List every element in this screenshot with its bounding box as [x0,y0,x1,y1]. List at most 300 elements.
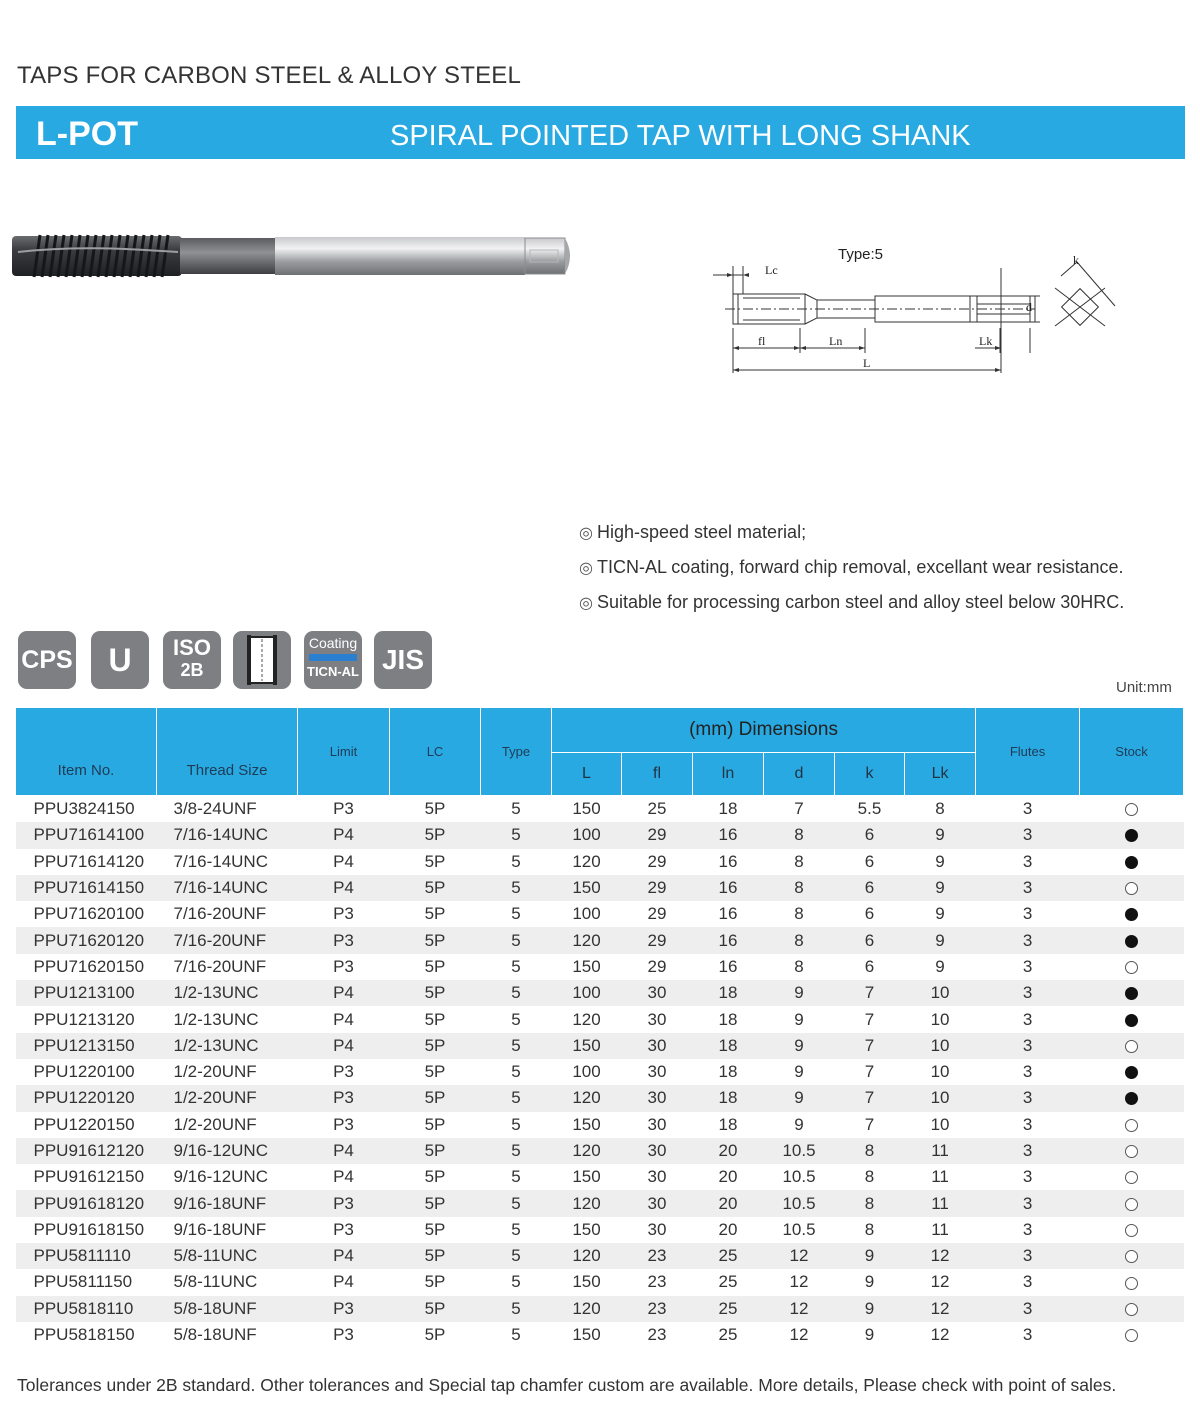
cell-dim-ln: 16 [693,927,764,953]
cell-limit: P4 [298,1138,390,1164]
in-stock-dot-icon [1125,856,1138,869]
cell-stock [1080,822,1184,848]
cell-stock [1080,1243,1184,1269]
cell-limit: P4 [298,980,390,1006]
cell-item-no: PPU91612150 [33,1167,145,1187]
cell-item-no: PPU5811110 [16,1243,157,1269]
cell-thread-size: 7/16-14UNC [157,875,298,901]
table-row [16,849,1184,875]
cell-limit: P4 [298,1243,390,1269]
cell-dim-d: 8 [764,875,835,901]
cell-dim-fl: 30 [622,1138,693,1164]
cell-item-no: PPU71620150 [33,956,145,976]
cell-lc: 5P [390,1243,481,1269]
cell-dim-lk: 12 [930,1272,950,1292]
cell-dim-fl: 30 [622,1190,693,1216]
cell-thread-size: 5/8-18UNF [157,1296,298,1322]
cell-item-no: PPU1220150 [33,1114,135,1134]
cell-lc: 5P [424,1114,446,1134]
header-stock: Stock [1080,708,1184,796]
cell-dim-ln: 16 [718,904,738,924]
feature-text: High-speed steel material; [596,522,807,542]
cell-dim-l: 150 [572,1219,601,1239]
cell-dim-ln: 20 [718,1167,738,1187]
cell-limit: P3 [333,1062,354,1082]
table-row [16,1006,1184,1032]
cell-stock [1080,927,1184,953]
cell-flutes: 3 [1022,799,1033,819]
cell-limit: P3 [333,1114,354,1134]
cell-dim-d: 7 [794,799,804,819]
cell-item-no: PPU5818150 [33,1325,135,1345]
cell-thread-size: 7/16-20UNF [173,904,267,924]
cell-dim-lk: 9 [935,904,945,924]
header-dimensions: (mm) Dimensions [552,708,976,753]
in-stock-dot-icon [1125,1066,1138,1079]
cell-lc: 5P [424,1219,446,1239]
header-dim-fl: fl [622,753,693,796]
unit-label: Unit:mm [1116,679,1172,696]
cell-dim-k: 9 [835,1243,905,1269]
cell-lc: 5P [424,1272,446,1292]
cell-item-no: PPU71614120 [33,851,145,871]
cell-dim-fl: 30 [647,1167,667,1187]
coating-badge-line2: TICN-AL [307,664,359,679]
cell-dim-k: 7 [864,1009,875,1029]
cell-dim-ln: 18 [718,799,738,819]
cell-type: 5 [481,875,552,901]
cell-limit: P3 [298,927,390,953]
cell-dim-lk: 11 [931,1167,949,1187]
cell-dim-d: 8 [764,927,835,953]
cell-dim-lk: 12 [905,1296,976,1322]
cell-dim-l: 150 [572,1167,601,1187]
coating-color-bar [309,654,357,661]
cps-badge-icon: CPS [18,631,76,689]
cell-thread-size: 5/8-18UNF [173,1325,257,1345]
cell-thread-size: 7/16-20UNF [173,956,267,976]
cell-type: 5 [481,822,552,848]
cell-dim-l: 100 [572,1062,601,1082]
cell-dim-lk: 10 [930,1114,950,1134]
cell-dim-lk: 11 [905,1190,976,1216]
cell-dim-fl: 29 [647,904,667,924]
cell-dim-k: 7 [835,980,905,1006]
cell-flutes: 3 [976,927,1080,953]
drawing-label-ln: Ln [829,334,843,348]
cell-dim-fl: 29 [622,822,693,848]
cell-dim-ln: 18 [693,980,764,1006]
cell-lc: 5P [390,927,481,953]
tap-technical-drawing [705,238,1125,383]
product-subtitle: SPIRAL POINTED TAP WITH LONG SHANK [390,120,971,152]
cell-dim-d: 9 [794,1062,804,1082]
cell-thread-size: 1/2-20UNF [157,1085,298,1111]
cell-flutes: 3 [1022,1009,1033,1029]
cell-flutes: 3 [976,980,1080,1006]
cell-dim-fl: 23 [647,1325,667,1345]
cell-limit: P4 [333,1009,354,1029]
model-name: L-POT [36,115,138,153]
cell-dim-d: 8 [764,822,835,848]
cell-flutes: 3 [1022,1325,1033,1345]
cell-lc: 5P [424,1167,446,1187]
drawing-type-label: Type:5 [838,246,884,263]
cell-flutes: 3 [976,1296,1080,1322]
cell-flutes: 3 [976,1138,1080,1164]
cell-thread-size: 9/16-18UNF [157,1190,298,1216]
cell-type: 5 [511,956,521,976]
cell-stock [1080,796,1184,823]
cell-dim-k: 6 [864,851,875,871]
cell-dim-k: 7 [864,1062,875,1082]
in-stock-dot-icon [1125,935,1138,948]
cell-lc: 5P [424,1325,446,1345]
cell-dim-d: 12 [764,1243,835,1269]
in-stock-dot-icon [1125,908,1138,921]
cell-dim-k: 9 [864,1272,875,1292]
cell-dim-k: 6 [864,956,875,976]
jis-badge-icon: JIS [374,631,432,689]
u-badge-icon: U [91,631,149,689]
cell-thread-size: 9/16-12UNC [173,1167,268,1187]
cell-item-no: PPU1220120 [16,1085,157,1111]
cell-limit: P4 [333,1167,354,1187]
cell-dim-k: 6 [835,875,905,901]
cell-limit: P3 [333,799,354,819]
cell-flutes: 3 [976,1243,1080,1269]
spec-table [15,707,1184,1348]
cell-dim-ln: 18 [718,1062,738,1082]
cell-type: 5 [511,1325,521,1345]
feature-item [579,555,1124,590]
cell-dim-k: 7 [864,1114,875,1134]
cell-dim-l: 100 [572,904,601,924]
cell-dim-l: 150 [572,956,601,976]
cell-dim-k: 5.5 [857,799,882,819]
cell-lc: 5P [390,875,481,901]
cell-flutes: 3 [1022,1167,1033,1187]
drawing-label-d: d [1026,300,1032,314]
cell-limit: P4 [298,1033,390,1059]
cell-flutes: 3 [1022,1272,1033,1292]
cell-dim-d: 10.5 [764,1190,835,1216]
cell-stock [1080,1190,1184,1216]
cell-thread-size: 1/2-20UNF [173,1062,257,1082]
table-row [16,1085,1184,1111]
cell-dim-lk: 10 [930,1062,950,1082]
in-stock-dot-icon [1125,1092,1138,1105]
cell-dim-ln: 16 [718,851,738,871]
cell-lc: 5P [390,1190,481,1216]
cell-limit: P3 [333,1219,354,1239]
cell-dim-ln: 18 [718,1009,738,1029]
cell-type: 5 [481,1033,552,1059]
cell-flutes: 3 [976,1085,1080,1111]
drawing-label-lk: Lk [979,334,993,348]
table-row [16,1243,1184,1269]
cell-type: 5 [481,1085,552,1111]
table-row [16,1190,1184,1216]
header-dim-l: L [552,753,622,796]
cell-dim-ln: 16 [718,956,738,976]
cell-dim-d: 9 [764,980,835,1006]
cell-flutes: 3 [1022,1219,1033,1239]
cell-limit: P4 [298,875,390,901]
cell-dim-ln: 16 [693,822,764,848]
table-row [16,1164,1184,1190]
table-row [16,1296,1184,1322]
out-of-stock-circle-icon [1125,1119,1138,1132]
cell-stock [1080,1138,1184,1164]
tap-product-photo [10,222,575,292]
cell-limit: P3 [298,1085,390,1111]
cell-dim-k: 7 [835,1085,905,1111]
cell-flutes: 3 [1022,904,1033,924]
through-hole-badge-icon [233,631,291,689]
feature-text: Suitable for processing carbon steel and alloy steel below 30HRC. [596,592,1125,612]
table-row [16,954,1184,980]
out-of-stock-circle-icon [1125,1224,1138,1237]
cell-lc: 5P [390,1033,481,1059]
feature-text: TICN-AL coating, forward chip removal, excellant wear resistance. [596,557,1124,577]
cell-thread-size: 9/16-18UNF [173,1219,267,1239]
cell-dim-d: 9 [764,1085,835,1111]
cell-dim-lk: 12 [930,1325,950,1345]
table-row [16,822,1184,848]
out-of-stock-circle-icon [1125,882,1138,895]
cell-stock [1080,1033,1184,1059]
cell-flutes: 3 [1022,956,1033,976]
cell-dim-fl: 29 [622,927,693,953]
out-of-stock-circle-icon [1125,1303,1138,1316]
cell-type: 5 [511,1114,521,1134]
cell-dim-k: 6 [835,927,905,953]
cell-dim-fl: 29 [647,956,667,976]
feature-bullet: ◎ [579,560,593,577]
cell-dim-l: 120 [552,1243,622,1269]
cell-limit: P4 [333,1272,354,1292]
cell-dim-k: 8 [835,1190,905,1216]
cell-limit: P3 [333,904,354,924]
cell-dim-l: 120 [552,1138,622,1164]
feature-bullet: ◎ [579,595,593,612]
cell-limit: P3 [298,1296,390,1322]
cell-item-no: PPU71620120 [16,927,157,953]
out-of-stock-circle-icon [1125,803,1138,816]
cell-dim-k: 7 [835,1033,905,1059]
header-dim-k: k [835,753,905,796]
cell-limit: P4 [298,822,390,848]
cell-dim-l: 100 [552,980,622,1006]
cell-dim-d: 8 [794,956,804,976]
cell-dim-fl: 30 [622,1033,693,1059]
cell-item-no: PPU91612120 [16,1138,157,1164]
iso-badge-line2: 2B [180,660,204,680]
table-row [16,1138,1184,1164]
cell-flutes: 3 [976,1190,1080,1216]
cell-type: 5 [481,1190,552,1216]
iso-2b-badge-icon [163,631,221,689]
table-row [16,1059,1184,1085]
in-stock-dot-icon [1125,1014,1138,1027]
cell-type: 5 [511,799,521,819]
out-of-stock-circle-icon [1125,961,1138,974]
cell-limit: P4 [333,851,354,871]
cell-dim-k: 6 [835,822,905,848]
cell-dim-fl: 30 [647,1114,667,1134]
cell-item-no: PPU1213150 [16,1033,157,1059]
cell-lc: 5P [390,822,481,848]
cell-type: 5 [511,1219,521,1239]
category-title: TAPS FOR CARBON STEEL & ALLOY STEEL [17,62,522,89]
cell-type: 5 [481,980,552,1006]
cell-item-no: PPU5818110 [16,1296,157,1322]
out-of-stock-circle-icon [1125,1277,1138,1290]
cell-dim-fl: 30 [622,1085,693,1111]
cell-item-no: PPU1220100 [33,1062,135,1082]
cell-item-no: PPU71614150 [16,875,157,901]
cell-dim-k: 9 [864,1325,875,1345]
cell-item-no: PPU91618150 [33,1219,145,1239]
cell-stock [1080,1164,1184,1190]
cell-limit: P3 [333,1325,354,1345]
cell-stock [1080,1006,1184,1032]
cell-dim-l: 120 [572,1009,601,1029]
cell-dim-lk: 11 [905,1138,976,1164]
cell-dim-fl: 30 [647,1219,667,1239]
cell-dim-ln: 16 [693,875,764,901]
cell-thread-size: 1/2-13UNC [173,1009,259,1029]
cell-dim-lk: 11 [931,1219,949,1239]
cell-lc: 5P [424,904,446,924]
cell-stock [1080,901,1184,927]
cell-lc: 5P [424,956,446,976]
header-dim-lk: Lk [905,753,976,796]
cell-thread-size: 5/8-11UNC [173,1272,258,1292]
cell-item-no: PPU1213120 [33,1009,135,1029]
cell-item-no: PPU91618120 [16,1190,157,1216]
cell-item-no: PPU3824150 [33,799,135,819]
cell-dim-k: 6 [864,904,875,924]
cell-stock [1080,1085,1184,1111]
cell-type: 5 [511,1272,521,1292]
table-row [16,1217,1184,1243]
cell-dim-ln: 20 [693,1138,764,1164]
cell-lc: 5P [424,799,446,819]
cell-dim-lk: 9 [935,956,945,976]
cell-dim-lk: 9 [905,822,976,848]
cell-dim-ln: 25 [693,1243,764,1269]
cell-dim-l: 150 [572,1272,601,1292]
cell-dim-l: 120 [552,1296,622,1322]
footnote: Tolerances under 2B standard. Other tolerances and Special tap chamfer custom are available. More details, Please check with point of sales. [17,1375,1117,1395]
header-thread-size: Thread Size [157,708,298,796]
table-row [16,901,1184,927]
cell-stock [1080,1112,1184,1138]
header-dim-d: d [764,753,835,796]
cell-dim-lk: 10 [905,980,976,1006]
cell-thread-size: 7/16-20UNF [157,927,298,953]
out-of-stock-circle-icon [1125,1250,1138,1263]
cell-dim-lk: 8 [935,799,945,819]
cell-dim-lk: 12 [905,1243,976,1269]
cell-dim-d: 12 [789,1325,809,1345]
drawing-label-fl: fl [758,334,766,348]
cell-item-no: PPU71614100 [16,822,157,848]
cell-dim-lk: 10 [930,1009,950,1029]
table-row [16,796,1184,823]
cell-dim-ln: 20 [718,1219,738,1239]
feature-item [579,520,1124,555]
out-of-stock-circle-icon [1125,1171,1138,1184]
cell-dim-lk: 9 [905,875,976,901]
cell-flutes: 3 [1022,1114,1033,1134]
cell-thread-size: 1/2-13UNC [157,980,298,1006]
drawing-label-k: k [1073,253,1079,267]
cell-type: 5 [511,1009,521,1029]
cell-lc: 5P [390,1085,481,1111]
cell-dim-ln: 18 [693,1085,764,1111]
cell-dim-ln: 25 [718,1325,738,1345]
feature-list [579,520,1124,625]
table-row [16,1033,1184,1059]
header-flutes: Flutes [976,708,1080,796]
header-limit: Limit [298,708,390,796]
cell-dim-k: 8 [864,1167,875,1187]
cell-dim-k: 9 [835,1296,905,1322]
cell-item-no: PPU71620100 [33,904,145,924]
cell-dim-k: 8 [864,1219,875,1239]
cell-type: 5 [481,1243,552,1269]
cell-dim-lk: 10 [905,1033,976,1059]
cell-dim-d: 12 [764,1296,835,1322]
cell-stock [1080,1059,1184,1085]
cell-flutes: 3 [976,822,1080,848]
cell-dim-ln: 25 [693,1296,764,1322]
cell-type: 5 [511,851,521,871]
cell-dim-l: 100 [552,822,622,848]
cell-lc: 5P [390,1296,481,1322]
cell-dim-l: 120 [552,1085,622,1111]
in-stock-dot-icon [1125,829,1138,842]
header-item-no: Item No. [16,708,157,796]
cell-dim-fl: 25 [647,799,667,819]
cell-dim-fl: 29 [647,851,667,871]
cell-dim-d: 8 [794,904,804,924]
cell-dim-fl: 23 [622,1296,693,1322]
cell-stock [1080,849,1184,875]
header-lc: LC [390,708,481,796]
cell-type: 5 [481,927,552,953]
cell-dim-l: 150 [572,799,601,819]
out-of-stock-circle-icon [1125,1145,1138,1158]
cell-dim-fl: 30 [622,980,693,1006]
cell-stock [1080,1322,1184,1348]
cell-thread-size: 5/8-11UNC [157,1243,298,1269]
coating-badge-line1: Coating [308,635,358,651]
cell-dim-lk: 9 [905,927,976,953]
cell-dim-lk: 9 [935,851,945,871]
cell-limit: P3 [333,956,354,976]
cell-dim-l: 150 [552,875,622,901]
cell-limit: P3 [298,1190,390,1216]
cell-dim-d: 9 [794,1114,804,1134]
cell-thread-size: 9/16-12UNC [157,1138,298,1164]
out-of-stock-circle-icon [1125,1329,1138,1342]
cell-dim-ln: 18 [693,1033,764,1059]
table-row [16,980,1184,1006]
